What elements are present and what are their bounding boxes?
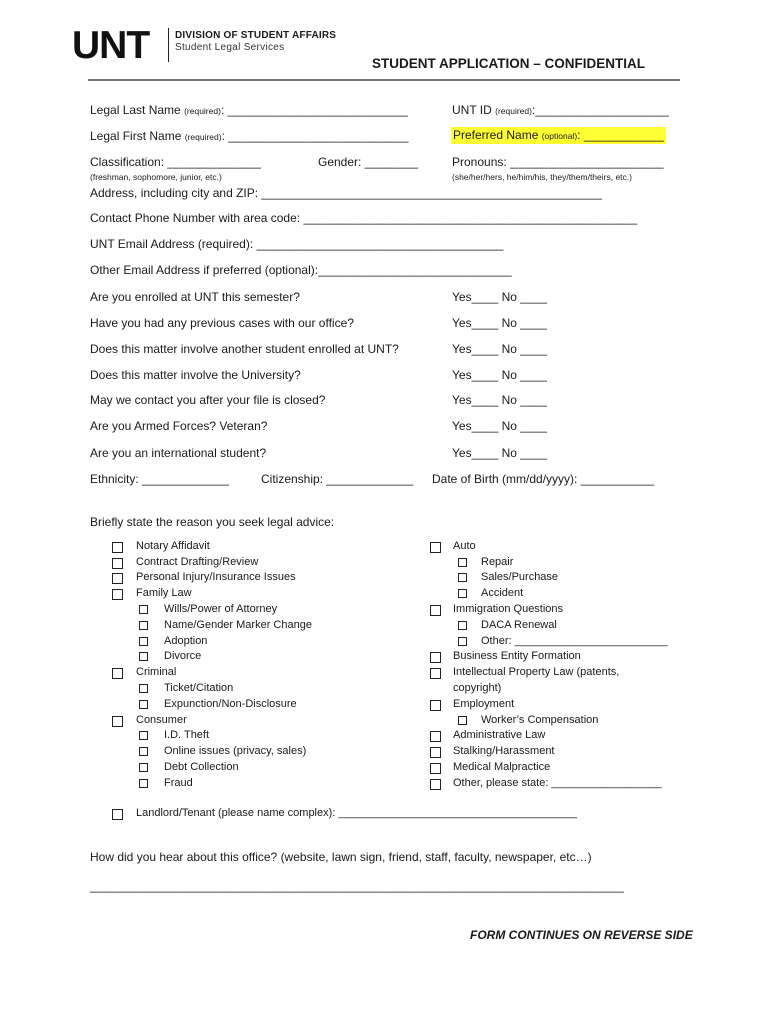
- divorce-checkbox[interactable]: [139, 652, 148, 661]
- phone-field[interactable]: Contact Phone Number with area code: __________________________________________________: [90, 211, 638, 225]
- unt-id-label: UNT ID: [452, 103, 492, 117]
- ip-label-cont: copyright): [453, 682, 502, 694]
- last-name-label: Legal Last Name: [90, 103, 181, 117]
- division-name: DIVISION OF STUDENT AFFAIRS: [175, 30, 337, 41]
- ethnicity-field[interactable]: Ethnicity: _____________: [90, 472, 229, 486]
- unt-id-required: (required): [495, 106, 532, 116]
- other-immigration-label[interactable]: Other: _________________________: [481, 635, 668, 647]
- unt-id-line: :____________________: [531, 103, 669, 117]
- workers-comp-label: Worker’s Compensation: [481, 714, 599, 726]
- contract-checkbox[interactable]: [112, 558, 123, 569]
- pronouns-field[interactable]: Pronouns: _______________________: [452, 155, 664, 169]
- question-contact-after: May we contact you after your file is closed?: [90, 393, 326, 407]
- criminal-label: Criminal: [136, 666, 177, 678]
- adoption-checkbox[interactable]: [139, 637, 148, 646]
- immigration-label: Immigration Questions: [453, 603, 564, 615]
- referral-question: How did you hear about this office? (website, lawn sign, friend, staff, faculty, newspaper, etc…): [90, 850, 592, 864]
- family-label: Family Law: [136, 587, 192, 599]
- family-checkbox[interactable]: [112, 589, 123, 600]
- other-state-label[interactable]: Other, please state: __________________: [453, 777, 662, 789]
- sales-label: Sales/Purchase: [481, 571, 559, 583]
- preferred-name-optional: (optional): [541, 131, 578, 141]
- answer-veteran[interactable]: Yes____ No ____: [452, 419, 547, 433]
- contract-label: Contract Drafting/Review: [136, 556, 259, 568]
- department-name: Student Legal Services: [175, 42, 285, 53]
- other-state-checkbox[interactable]: [430, 779, 441, 790]
- malpractice-label: Medical Malpractice: [453, 761, 551, 773]
- injury-label: Personal Injury/Insurance Issues: [136, 571, 296, 583]
- stalking-label: Stalking/Harassment: [453, 745, 555, 757]
- expunction-checkbox[interactable]: [139, 700, 148, 709]
- ticket-checkbox[interactable]: [139, 684, 148, 693]
- ticket-label: Ticket/Citation: [164, 682, 234, 694]
- online-checkbox[interactable]: [139, 747, 148, 756]
- last-name-line: : ___________________________: [220, 103, 408, 117]
- other-email-field[interactable]: Other Email Address if preferred (optional):_____________________________: [90, 263, 512, 277]
- ip-label: Intellectual Property Law (patents,: [453, 666, 620, 678]
- answer-international[interactable]: Yes____ No ____: [452, 446, 547, 460]
- id-theft-checkbox[interactable]: [139, 731, 148, 740]
- debt-checkbox[interactable]: [139, 763, 148, 772]
- daca-checkbox[interactable]: [458, 621, 467, 630]
- unt-email-field[interactable]: UNT Email Address (required): _____________________________________: [90, 237, 504, 251]
- answer-previous-cases[interactable]: Yes____ No ____: [452, 316, 547, 330]
- classification-field[interactable]: Classification: ______________: [90, 155, 261, 169]
- business-checkbox[interactable]: [430, 652, 441, 663]
- consumer-checkbox[interactable]: [112, 716, 123, 727]
- repair-label: Repair: [481, 556, 514, 568]
- answer-enrolled[interactable]: Yes____ No ____: [452, 290, 547, 304]
- expunction-label: Expunction/Non-Disclosure: [164, 698, 297, 710]
- reason-prompt: Briefly state the reason you seek legal advice:: [90, 515, 335, 529]
- last-name-required: (required): [184, 106, 221, 116]
- injury-checkbox[interactable]: [112, 573, 123, 584]
- continues-note: FORM CONTINUES ON REVERSE SIDE: [470, 928, 693, 942]
- repair-checkbox[interactable]: [458, 558, 467, 567]
- answer-another-student[interactable]: Yes____ No ____: [452, 342, 547, 356]
- stalking-checkbox[interactable]: [430, 747, 441, 758]
- divorce-label: Divorce: [164, 650, 202, 662]
- last-name-field[interactable]: [90, 103, 408, 117]
- preferred-name-line: : ____________: [577, 128, 664, 142]
- citizenship-field[interactable]: Citizenship: _____________: [261, 472, 414, 486]
- question-another-student: Does this matter involve another student enrolled at UNT?: [90, 342, 399, 356]
- notary-label: Notary Affidavit: [136, 540, 210, 552]
- answer-university[interactable]: Yes____ No ____: [452, 368, 547, 382]
- question-university: Does this matter involve the University?: [90, 368, 301, 382]
- first-name-label: Legal First Name: [90, 129, 182, 143]
- logo-divider: [168, 28, 169, 62]
- malpractice-checkbox[interactable]: [430, 763, 441, 774]
- workers-comp-checkbox[interactable]: [458, 716, 467, 725]
- preferred-name-field[interactable]: [451, 127, 666, 144]
- debt-label: Debt Collection: [164, 761, 239, 773]
- question-enrolled: Are you enrolled at UNT this semester?: [90, 290, 300, 304]
- id-theft-label: I.D. Theft: [164, 729, 210, 741]
- pronouns-hint: (she/her/hers, he/him/his, they/them/theirs, etc.): [452, 172, 632, 182]
- question-international: Are you an international student?: [90, 446, 267, 460]
- first-name-field[interactable]: [90, 129, 408, 143]
- sales-checkbox[interactable]: [458, 573, 467, 582]
- referral-answer-line[interactable]: ________________________________________________________________________________: [90, 879, 624, 893]
- daca-label: DACA Renewal: [481, 619, 557, 631]
- first-name-required: (required): [184, 132, 222, 142]
- fraud-label: Fraud: [164, 777, 193, 789]
- fraud-checkbox[interactable]: [139, 779, 148, 788]
- admin-law-checkbox[interactable]: [430, 731, 441, 742]
- landlord-checkbox[interactable]: [112, 809, 123, 820]
- employment-label: Employment: [453, 698, 515, 710]
- question-veteran: Are you Armed Forces? Veteran?: [90, 419, 268, 433]
- unt-logo: UNT: [72, 24, 150, 67]
- question-previous-cases: Have you had any previous cases with our office?: [90, 316, 354, 330]
- gender-field[interactable]: Gender: ________: [318, 155, 419, 169]
- landlord-label[interactable]: Landlord/Tenant (please name complex): _______________________________________: [136, 807, 577, 819]
- employment-checkbox[interactable]: [430, 700, 441, 711]
- address-field[interactable]: Address, including city and ZIP: ___________________________________________________: [90, 186, 602, 200]
- first-name-line: : ___________________________: [221, 129, 409, 143]
- dob-field[interactable]: Date of Birth (mm/dd/yyyy): ___________: [432, 472, 655, 486]
- business-label: Business Entity Formation: [453, 650, 581, 662]
- name-change-checkbox[interactable]: [139, 621, 148, 630]
- criminal-checkbox[interactable]: [112, 668, 123, 679]
- auto-label: Auto: [453, 540, 476, 552]
- header-rule: [88, 79, 680, 81]
- immigration-checkbox[interactable]: [430, 605, 441, 616]
- consumer-label: Consumer: [136, 714, 187, 726]
- accident-checkbox[interactable]: [458, 589, 467, 598]
- classification-hint: (freshman, sophomore, junior, etc.): [90, 172, 222, 182]
- online-label: Online issues (privacy, sales): [164, 745, 307, 757]
- other-immigration-checkbox[interactable]: [458, 637, 467, 646]
- wills-label: Wills/Power of Attorney: [164, 603, 278, 615]
- admin-law-label: Administrative Law: [453, 729, 546, 741]
- answer-contact-after[interactable]: Yes____ No ____: [452, 393, 547, 407]
- wills-checkbox[interactable]: [139, 605, 148, 614]
- ip-checkbox[interactable]: [430, 668, 441, 679]
- unt-id-field[interactable]: [452, 103, 669, 117]
- notary-checkbox[interactable]: [112, 542, 123, 553]
- auto-checkbox[interactable]: [430, 542, 441, 553]
- form-title: STUDENT APPLICATION – CONFIDENTIAL: [372, 56, 645, 71]
- adoption-label: Adoption: [164, 635, 208, 647]
- accident-label: Accident: [481, 587, 524, 599]
- name-change-label: Name/Gender Marker Change: [164, 619, 312, 631]
- preferred-name-label: Preferred Name: [453, 128, 539, 142]
